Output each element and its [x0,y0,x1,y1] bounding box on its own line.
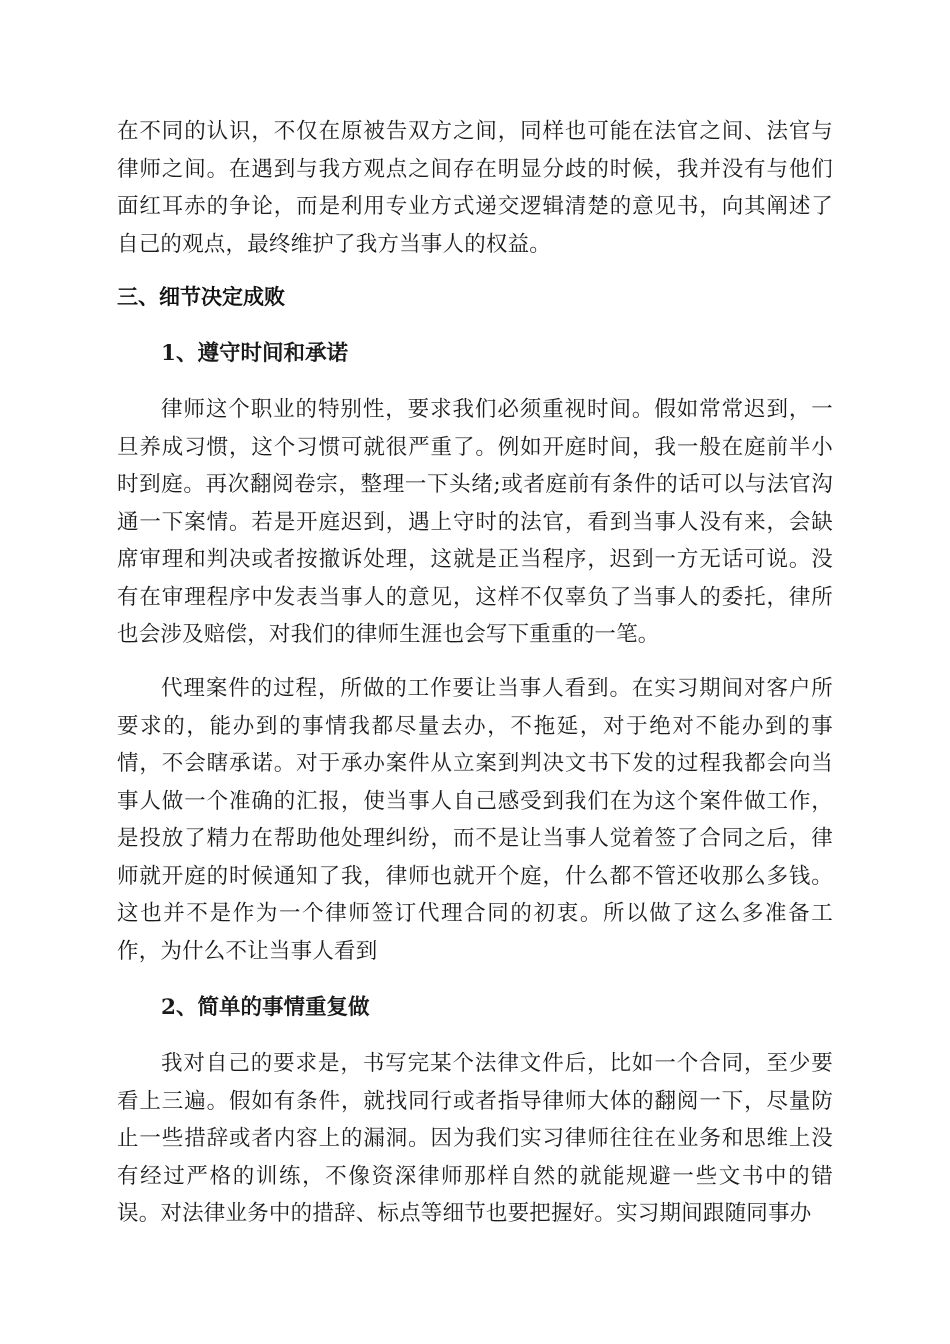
section-heading: 三、细节决定成败 [117,285,285,309]
intro-paragraph: 在不同的认识，不仅在原被告双方之间，同样也可能在法官之间、法官与律师之间。在遇到与我方观点之间存在明显分歧的时候，我并没有与他们面红耳赤的争论，而是利用专业方式递交逻辑清楚的意见书，向其阐述了自己的观点，最终维护了我方当事人的权益。 [117,119,833,257]
subsection-1-title: 1、遵守时间和承诺 [161,341,348,366]
subsection-2-title: 2、简单的事情重复做 [161,995,370,1020]
subsection-2-paragraph-1: 我对自己的要求是，书写完某个法律文件后，比如一个合同，至少要看上三遍。假如有条件，就找同行或者指导律师大体的翻阅一下，尽量防止一些措辞或者内容上的漏洞。因为我们实习律师往往在业务和思维上没有经过严格的训练，不像资深律师那样自然的就能规避一些文书中的错误。对法律业务中的措辞、标点等细节也要把握好。实习期间跟随同事办 [117,1051,833,1226]
subsection-1-paragraph-2: 代理案件的过程，所做的工作要让当事人看到。在实习期间对客户所要求的，能办到的事情我都尽量去办，不拖延，对于绝对不能办到的事情，不会瞎承诺。对于承办案件从立案到判决文书下发的过程我都会向当事人做一个准确的汇报，使当事人自己感受到我们在为这个案件做工作，是投放了精力在帮助他处理纠纷，而不是让当事人觉着签了合同之后，律师就开庭的时候通知了我，律师也就开个庭，什么都不管还收那么多钱。这也并不是作为一个律师签订代理合同的初衷。所以做了这么多准备工作，为什么不让当事人看到 [117,676,833,964]
subsection-1-paragraph-1: 律师这个职业的特别性，要求我们必须重视时间。假如常常迟到，一旦养成习惯，这个习惯可就很严重了。例如开庭时间，我一般在庭前半小时到庭。再次翻阅卷宗，整理一下头绪;或者庭前有条件的话可以与法官沟通一下案情。若是开庭迟到，遇上守时的法官，看到当事人没有来，会缺席审理和判决或者按撤诉处理，这就是正当程序，迟到一方无话可说。没有在审理程序中发表当事人的意见，这样不仅辜负了当事人的委托，律所也会涉及赔偿，对我们的律师生涯也会写下重重的一笔。 [117,397,833,647]
